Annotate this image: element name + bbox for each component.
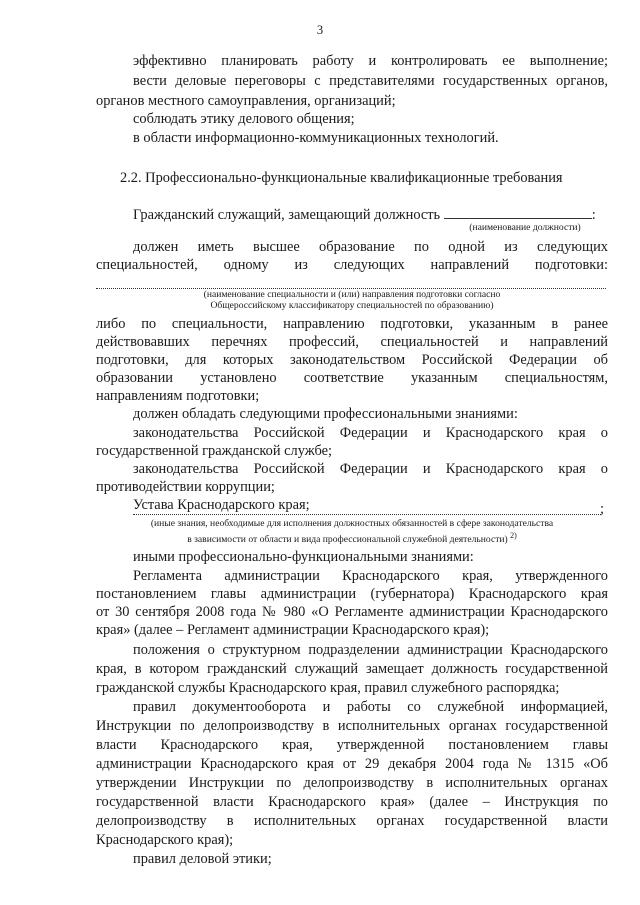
text-line: от 30 сентября 2008 года № 980 «О Регламенте администрации Краснодарского [96, 604, 608, 620]
text-line: положения о структурном подразделении администрации Краснодарского [133, 642, 608, 658]
text-line: правил документооборота и работы со служебной информацией, [133, 699, 608, 715]
footnote-mark: 2) [510, 531, 517, 540]
text-line: государственной гражданской службе; [96, 443, 332, 459]
text-line: противодействии коррупции; [96, 479, 275, 495]
text-line: власти Краснодарского края, утвержденной постановлением главы [96, 737, 608, 753]
text-line: администрации Краснодарского края от 29 декабря 2004 года № 1315 «Об [96, 756, 608, 772]
text-line: иными профессионально-функциональными знаниями: [133, 549, 474, 565]
text-line: специальностей, одному из следующих направлений подготовки: [96, 257, 608, 273]
text-line: Краснодарского края); [96, 832, 234, 848]
text-line: постановлением главы администрации (губернатора) Краснодарского края [96, 586, 608, 602]
text-line: действовавших перечнях профессий, специальностей и направлений [96, 334, 608, 350]
text-line: в области информационно-коммуникационных технологий. [133, 130, 499, 146]
text-line: утверждении Инструкции по делопроизводству в исполнительных органах [96, 775, 608, 791]
text-line: гражданской службы Краснодарского края, правил служебного распорядка; [96, 680, 560, 696]
text-line: соблюдать этику делового общения; [133, 111, 355, 127]
text-line: Инструкции по делопроизводству в исполнительных органах государственной [96, 718, 608, 734]
note-text: в зависимости от области и вида профессиональной служебной деятельности) [187, 534, 508, 546]
text-line: Устава Краснодарского края; [133, 497, 310, 513]
position-note: (наименование должности) [469, 222, 581, 233]
text-line: должен обладать следующими профессиональными знаниями: [133, 406, 518, 422]
text-line: правил деловой этики; [133, 851, 272, 867]
text-line: органов местного самоуправления, организаций; [96, 93, 396, 109]
blank-end: ; [600, 501, 604, 517]
text-line: должен иметь высшее образование по одной из следующих [133, 239, 608, 255]
text-line: края, в котором гражданский служащий замещает должность государственной [96, 661, 608, 677]
text-line: края» (далее – Регламент администрации Краснодарского края); [96, 622, 490, 638]
text-line: законодательства Российской Федерации и Краснодарского края о [133, 461, 608, 477]
note-line: Общероссийскому классификатору специальностей по образованию) [210, 300, 494, 311]
page-number: 3 [316, 23, 324, 37]
text-line: образовании установлено соответствие указанным специальностям, [96, 370, 608, 386]
note-line [96, 530, 608, 545]
note-line: (наименование специальности и (или) направления подготовки согласно [203, 289, 501, 300]
text-line: подготовки, для которых законодательством Российской Федерации об [96, 352, 608, 368]
text-line: направлениям подготовки; [96, 388, 260, 404]
text-line: государственной власти Краснодарского края» (далее – Инструкция по [96, 794, 608, 810]
note-line: (иные знания, необходимые для исполнения должностных обязанностей в сфере законодательства [150, 518, 554, 529]
text-line: Регламента администрации Краснодарского края, утвержденного [133, 568, 608, 584]
other-knowledge-blank-line [133, 514, 601, 515]
text-line: эффективно планировать работу и контролировать ее выполнение; [133, 53, 608, 69]
section-heading: 2.2. Профессионально-функциональные квалификационные требования [120, 170, 563, 186]
position-label: Гражданский служащий, замещающий должность [133, 207, 441, 223]
text-line: делопроизводству в исполнительных органах государственной власти [96, 813, 608, 829]
position-blank [444, 206, 592, 219]
text-line: либо по специальности, направлению подготовки, указанным в ранее [96, 316, 608, 332]
text-line: законодательства Российской Федерации и Краснодарского края о [133, 425, 608, 441]
text-line: вести деловые переговоры с представителями государственных органов, [133, 73, 608, 89]
position-end: : [591, 207, 596, 223]
